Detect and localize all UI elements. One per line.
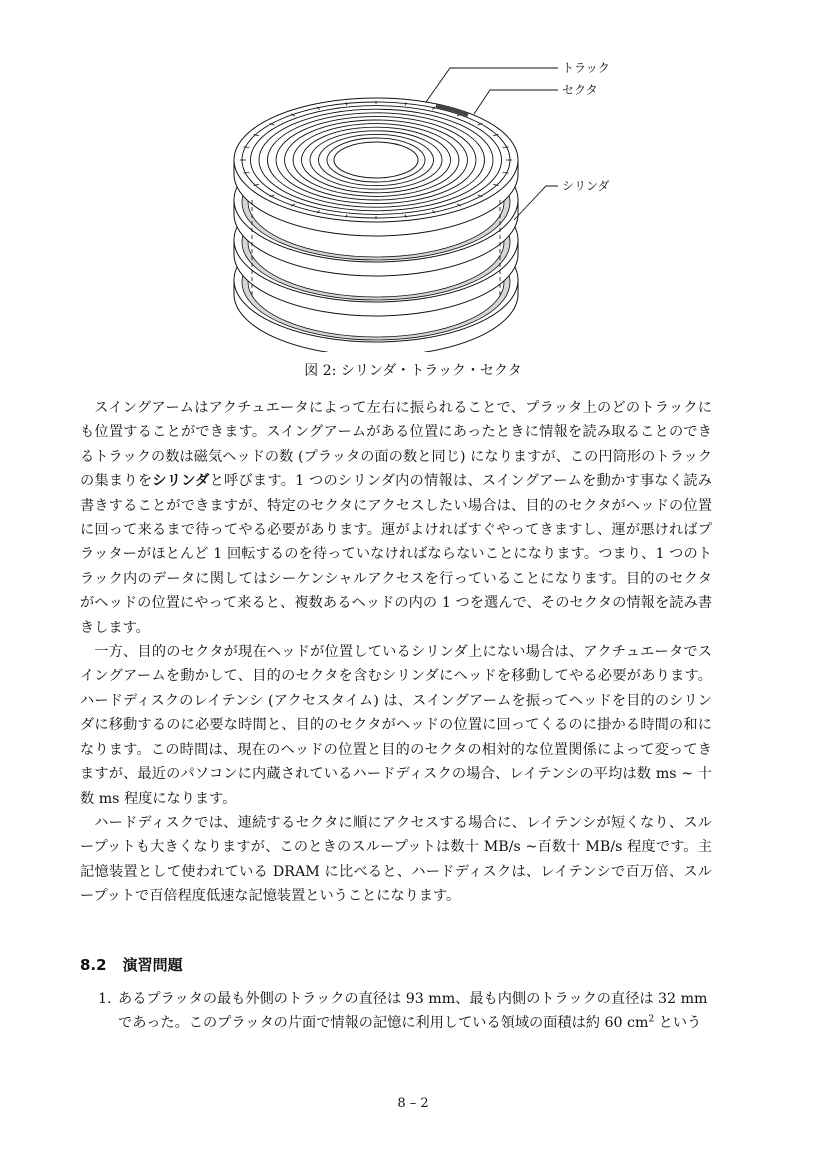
track-leader-line xyxy=(426,68,558,102)
page-number: 8 – 2 xyxy=(397,1096,429,1111)
spindle-hole xyxy=(334,142,418,178)
section-number: 8.2 xyxy=(80,956,107,974)
exercise-list xyxy=(98,987,712,1036)
term-cylinder: シリンダ xyxy=(152,473,210,490)
section-title: 演習問題 xyxy=(122,956,183,974)
hard-disk-cylinder-diagram xyxy=(228,52,624,352)
sector-label: セクタ xyxy=(562,83,598,97)
paragraph-3: ハードディスクでは、連続するセクタに順にアクセスする場合に、レイテンシが短くなり、スループットも大きくなりますが、このときのスループットは数十 MB/s ~百数十 MB/s 程度です。主記憶装置として使われている DRAM に比べると、ハードディスクは、レイテンシで百万倍、スループットで百倍程度低速な記憶装置ということになります。 xyxy=(80,814,712,905)
exercise-number: 1. xyxy=(98,991,112,1007)
paragraph-2: 一方、目的のセクタが現在ヘッドが位置しているシリンダ上にない場合は、アクチュエータでスイングアームを動かして、目的のセクタを含むシリンダにヘッドを移動してやる必要があります。ハードディスクのレイテンシ (アクセスタイム) は、スイングアームを振ってヘッドを目的のシリンダに移動するのに必要な時間と、目的のセクタがヘッドの位置に回ってくるのに掛かる時間の和になります。この時間は、現在のヘッドの位置と目的のセクタの相対的な位置関係によって変ってきますが、最近のパソコンに内蔵されているハードディスクの場合、レイテンシの平均は数 ms ~ 十数 ms 程度になります。 xyxy=(80,644,712,807)
body-text xyxy=(80,396,712,909)
exercise-text-a: あるプラッタの最も外側のトラックの直径は 93 mm、最も内側のトラックの直径は 32 mm であった。このプラッタの片面で情報の記憶に利用している領域の面積は約 60 cm xyxy=(118,991,708,1032)
cylinder-label: シリンダ xyxy=(562,179,610,193)
track-label: トラック xyxy=(562,61,610,75)
paragraph-1 xyxy=(80,396,712,640)
paragraph-1-part-b: と呼びます。1 つのシリンダ内の情報は、スイングアームを動かす事なく読み書きすることができますが、特定のセクタにアクセスしたい場合は、目的のセクタがヘッドの位置に回って来るまで待ってやる必要があります。運がよければすぐやってきますし、運が悪ければプラッターがほとんど 1 回転するのを待っていなければならないことになります。つまり、1 つのトラック内のデータに関してはシーケンシャルアクセスを行っていることになります。目的のセクタがヘッドの位置にやって来ると、複数あるヘッドの内の 1 つを選んで、そのセクタの情報を読み書きします。 xyxy=(80,473,712,636)
figure-caption: 図 2: シリンダ・トラック・セクタ xyxy=(304,363,522,379)
exercise-text xyxy=(118,987,712,1036)
cylinder-leader-line xyxy=(514,186,558,220)
sector-leader-line xyxy=(474,90,558,114)
platter-stack xyxy=(234,98,518,352)
section-heading xyxy=(80,954,183,975)
exercise-text-b: という xyxy=(654,1015,702,1032)
paragraph-1-part-a: スイングアームはアクチュエータによって左右に振られることで、プラッタ上のどのトラックにも位置することができます。スイングアームがある位置にあったときに情報を読み取ることのできるトラックの数は磁気ヘッドの数 (プラッタの面の数と同じ) になりますが、この円筒形のトラックの集まりを xyxy=(80,400,712,490)
exercise-superscript: 2 xyxy=(648,1014,655,1025)
exercise-item xyxy=(98,987,712,1036)
